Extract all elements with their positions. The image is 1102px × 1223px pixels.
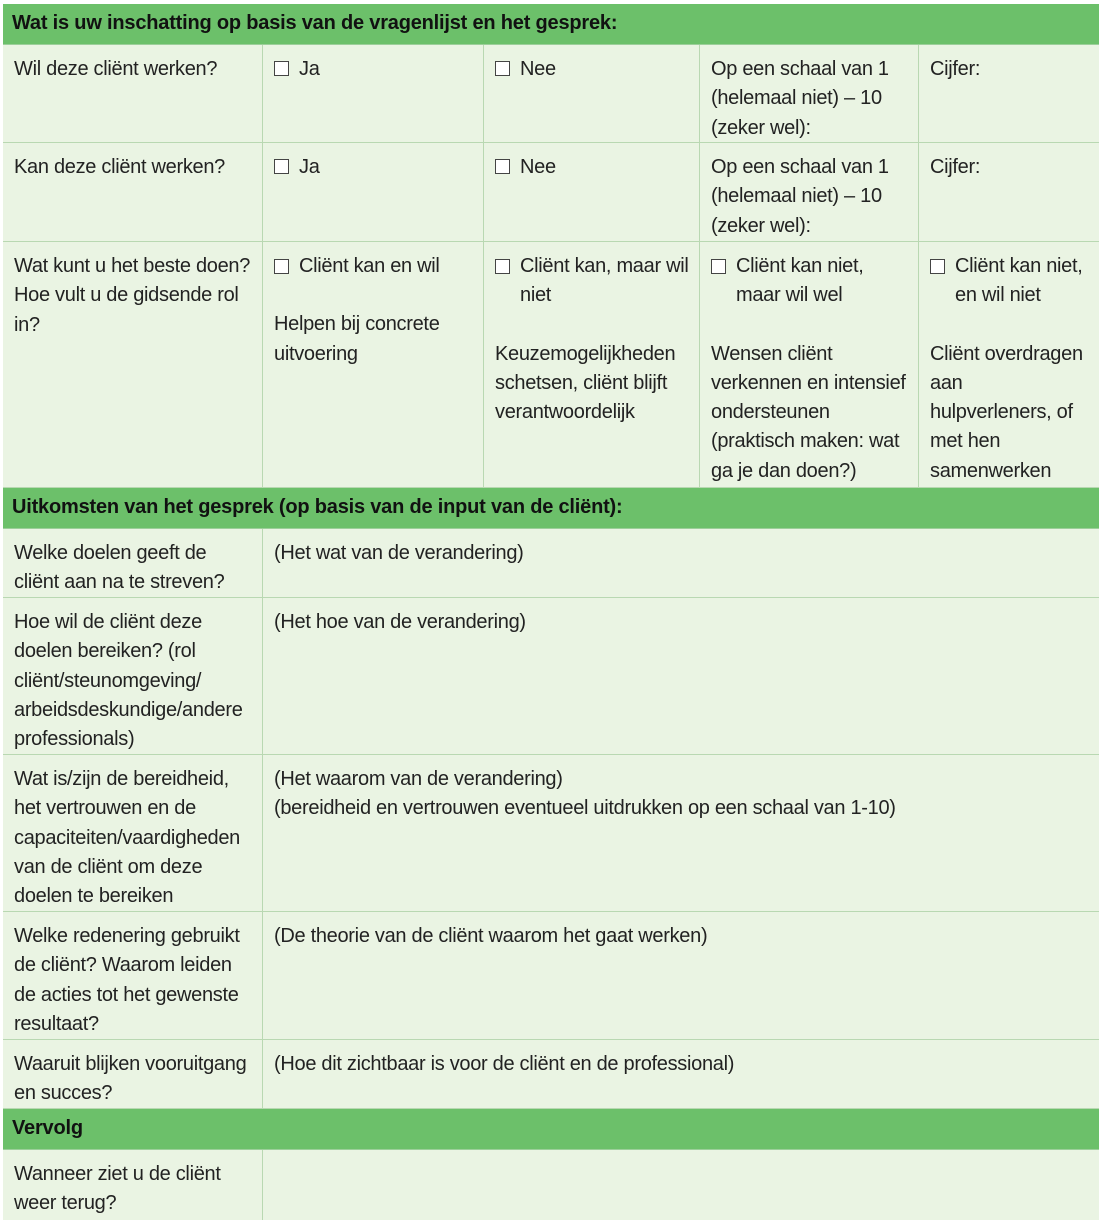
option-label: Cliënt kan niet, maar wil wel (736, 255, 864, 307)
option-label: Ja (299, 58, 320, 80)
question-cell: Wanneer ziet u de cliënt weer terug? (3, 1150, 263, 1220)
answer-hint: (Het hoe van de verandering) (274, 611, 526, 633)
table-row-next-visit (3, 1150, 1099, 1220)
answer-field[interactable] (263, 755, 1099, 911)
question-cell: Kan deze cliënt werken? (3, 143, 263, 241)
question-cell: Welke doelen geeft de cliënt aan na te streven? (3, 529, 263, 597)
answer-field[interactable] (263, 529, 1099, 597)
option-label: Cliënt kan, maar wil niet (520, 255, 689, 307)
answer-field[interactable] (263, 1040, 1099, 1108)
checkbox-icon[interactable] (495, 259, 510, 274)
table-row-goals (3, 529, 1099, 598)
role-option-2[interactable] (484, 242, 700, 487)
table-row-willing (3, 45, 1099, 143)
answer-field[interactable] (263, 598, 1099, 754)
checkbox-icon[interactable] (274, 61, 289, 76)
checkbox-icon[interactable] (495, 61, 510, 76)
checkbox-icon[interactable] (274, 259, 289, 274)
question-cell: Welke redenering gebruikt de cliënt? Waarom leiden de acties tot het gewenste resultaat? (3, 912, 263, 1039)
option-yes[interactable] (263, 143, 484, 241)
option-no[interactable] (484, 45, 700, 142)
option-advice: Wensen cliënt verkennen en intensief ondersteunen (praktisch maken: wat ga je dan doen?) (711, 342, 906, 482)
role-option-1[interactable] (263, 242, 484, 487)
option-advice: Keuzemogelijkheden schetsen, cliënt blijft verantwoordelijk (495, 342, 676, 424)
answer-hint: (Het wat van de verandering) (274, 542, 524, 564)
checkbox-icon[interactable] (495, 159, 510, 174)
option-label: Cliënt kan niet, en wil niet (955, 255, 1083, 307)
option-advice: Helpen bij concrete uitvoering (274, 313, 440, 365)
role-option-3[interactable] (700, 242, 919, 487)
scale-text: Op een schaal van 1 (helemaal niet) – 10 (zeker wel): (700, 45, 919, 142)
section-header-followup (3, 1109, 1099, 1150)
table-row-progress (3, 1040, 1099, 1109)
answer-field[interactable] (263, 912, 1099, 1039)
question-cell: Hoe wil de cliënt deze doelen bereiken? (rol cliënt/steunomgeving/ arbeidsdeskundige/andere professionals) (3, 598, 263, 754)
section-header-text: Vervolg (12, 1117, 83, 1139)
checkbox-icon[interactable] (274, 159, 289, 174)
scale-text: Op een schaal van 1 (helemaal niet) – 10 (zeker wel): (700, 143, 919, 241)
answer-hint: (De theorie van de cliënt waarom het gaat werken) (274, 925, 708, 947)
answer-hint-secondary: (bereidheid en vertrouwen eventueel uitdrukken op een schaal van 1-10) (274, 797, 896, 820)
option-label: Cliënt kan en wil (299, 255, 440, 277)
section-header-text: Uitkomsten van het gesprek (op basis van de input van de cliënt): (12, 496, 623, 518)
checkbox-icon[interactable] (711, 259, 726, 274)
option-label: Nee (520, 58, 556, 80)
question-cell: Waaruit blijken vooruitgang en succes? (3, 1040, 263, 1108)
answer-hint: (Hoe dit zichtbaar is voor de cliënt en de professional) (274, 1053, 735, 1075)
option-label: Nee (520, 156, 556, 178)
option-label: Ja (299, 156, 320, 178)
option-advice: Cliënt overdragen aan hulpverleners, of met hen samenwerken (930, 342, 1083, 482)
table-row-how (3, 598, 1099, 755)
table-row-role (3, 242, 1099, 488)
table-row-why (3, 755, 1099, 912)
table-row-able (3, 143, 1099, 242)
answer-hint: (Het waarom van de verandering) (274, 768, 563, 790)
question-cell: Wat kunt u het beste doen? Hoe vult u de gidsende rol in? (3, 242, 263, 487)
grade-field[interactable]: Cijfer: (930, 58, 981, 80)
checkbox-icon[interactable] (930, 259, 945, 274)
answer-field[interactable] (263, 1150, 1099, 1220)
option-no[interactable] (484, 143, 700, 241)
section-header-outcomes (3, 488, 1099, 529)
option-yes[interactable] (263, 45, 484, 142)
table-row-reasoning (3, 912, 1099, 1040)
grade-field[interactable]: Cijfer: (930, 156, 981, 178)
question-cell: Wil deze cliënt werken? (3, 45, 263, 142)
section-header-text: Wat is uw inschatting op basis van de vragenlijst en het gesprek: (12, 12, 618, 34)
section-header-assessment (3, 4, 1099, 45)
role-option-4[interactable] (919, 242, 1099, 487)
question-cell: Wat is/zijn de bereidheid, het vertrouwen en de capaciteiten/vaardigheden van de cliënt om deze doelen te bereiken (3, 755, 263, 911)
